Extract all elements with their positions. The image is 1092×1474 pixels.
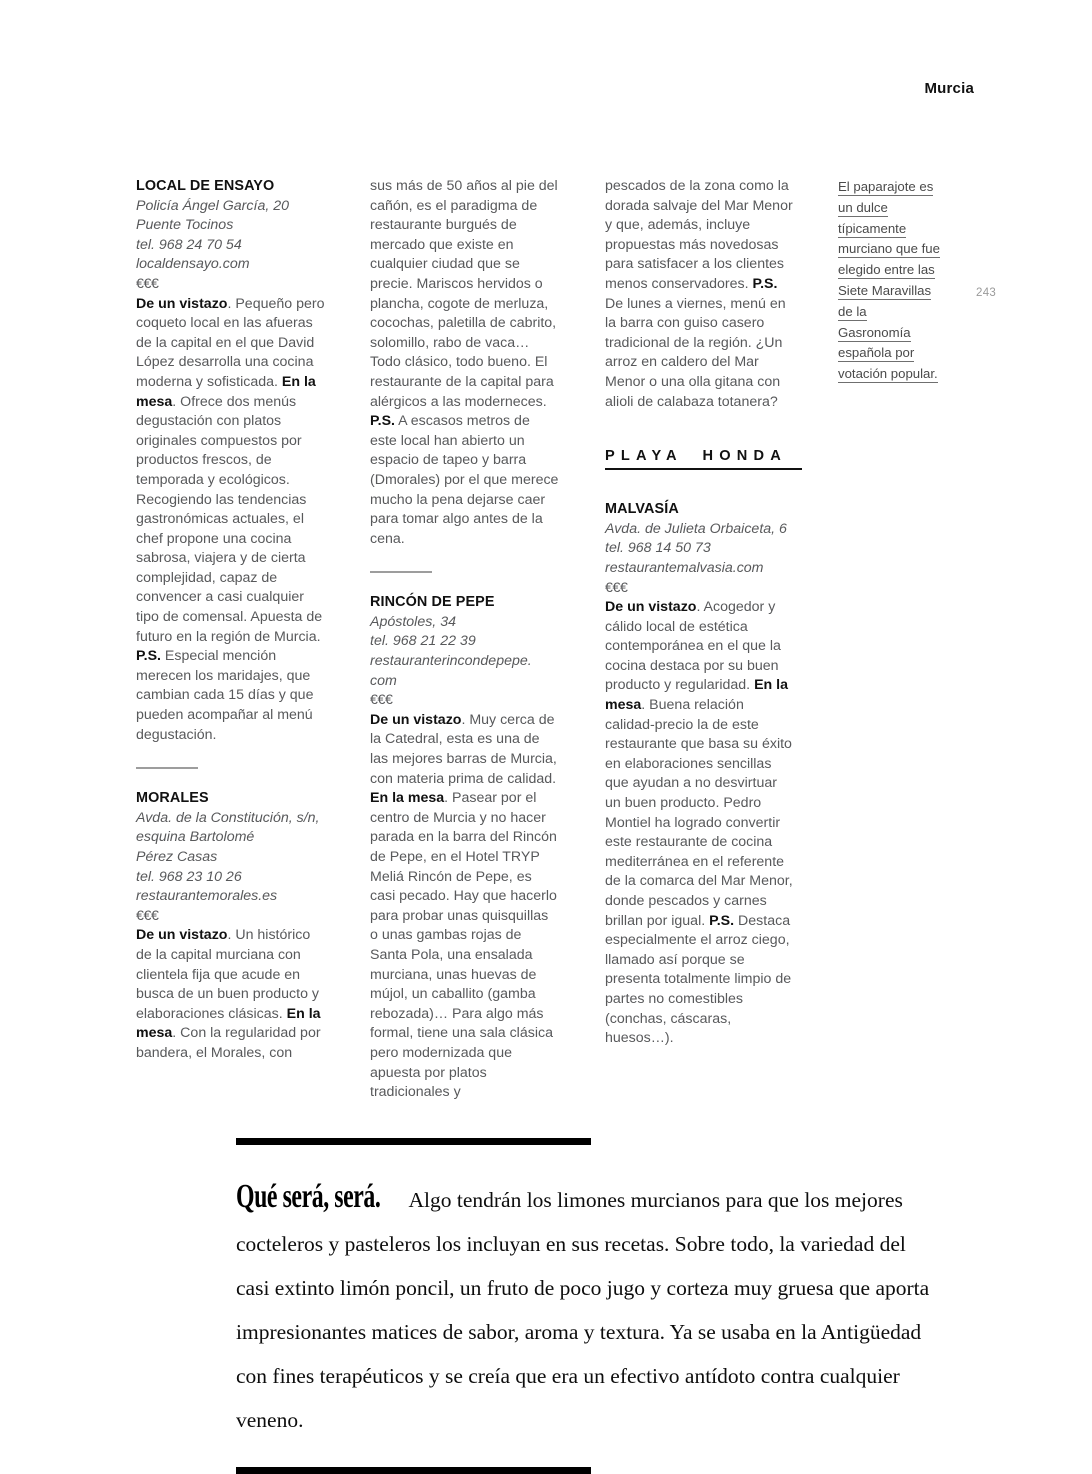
venue-phone: tel. 968 14 50 73: [605, 540, 711, 557]
venue-address-line: Policía Ángel García, 20: [136, 197, 289, 214]
listing-local-de-ensayo: [136, 177, 326, 745]
pullquote-top-rule: [236, 1138, 591, 1145]
continued-text: sus más de 50 años al pie del cañón, es el paradigma de restaurante burgués de mercado que existe en cualquier ciudad que se precie. Mariscos hervidos o plancha, cogote de merluza, cocochas, paletilla de cabrito, solomillo, rabo de vaca… Todo clásico, todo bueno. El restaurante de la capital para alérgicos a las moderneces.: [370, 178, 558, 410]
venue-address-line: Apóstoles, 34: [370, 613, 456, 630]
column-1: [136, 177, 326, 1064]
continued-description: [605, 177, 795, 412]
glance-label: De un vistazo: [136, 295, 228, 312]
venue-website: restaurantemalvasia.com: [605, 559, 764, 576]
column-4-sidenote: [838, 177, 942, 385]
page-number: 243: [976, 287, 997, 299]
glance-text: . Acogedor y cálido local de estética contemporánea en el que la cocina destaca por su buen producto y regularidad.: [605, 599, 781, 694]
table-label: En la mesa: [136, 1005, 321, 1042]
pullquote-text: [236, 1175, 938, 1442]
venue-name: MALVASÍA: [605, 501, 679, 518]
table-text: . Ofrece dos menús degustación con platos originales compuestos por productos frescos, de temporada y ecológicos. Recogiendo las tendencias gastronómicas actuales, el chef propone una cocina sabrosa, viajera y de cierta complejidad, capaz de convencer a casi cualquier tipo de comensal. Apuesta de futuro en la región de Murcia.: [136, 393, 323, 645]
section-heading-label: PLAYA HONDA: [605, 448, 788, 465]
section-heading-rule: [605, 468, 802, 470]
pullquote-bottom-rule: [236, 1467, 591, 1474]
listing-malvasia: [605, 500, 795, 1049]
entry-divider: [136, 767, 198, 769]
glance-text: . Un histórico de la capital murciana con clientela fija que acude en busca de un buen producto y elaboraciones clásicas.: [136, 927, 319, 1022]
venue-description: [605, 598, 795, 1049]
pullquote-body: Algo tendrán los limones murcianos para que los mejores cocteleros y pasteleros los incluyan en sus recetas. Sobre todo, la variedad del casi extinto limón poncil, un fruto de poco jugo y corteza muy gruesa que aporta impresionantes matices de sabor, aroma y textura. Ya se usaba en la Antigüedad con fines terapéuticos y se creía que era un efectivo antídoto contra cualquier veneno.: [236, 1188, 930, 1432]
venue-phone: tel. 968 24 70 54: [136, 236, 242, 253]
ps-text: Destaca especialmente el arroz ciego, llamado así porque se presenta totalmente limpio de partes no comestibles (conchas, cáscaras, huesos…).: [605, 912, 792, 1047]
continued-description: [370, 177, 560, 549]
glance-label: De un vistazo: [605, 599, 697, 616]
section-heading-playa-honda: [605, 448, 795, 470]
glance-label: De un vistazo: [136, 927, 228, 944]
table-text: . Pasear por el centro de Murcia y no hacer parada en la barra del Rincón de Pepe, en el Hotel TRYP Meliá Rincón de Pepe, es casi pecado. Hay que hacerlo para probar unas quisquillas o unas gambas rojas de Santa Pola, una ensalada murciana, unas huevas de mújol, un caballito (gamba rebozada)… Para algo más formal, tiene una sala clásica pero modernizada que apuesta por platos tradicionales y: [370, 790, 557, 1101]
column-2: [370, 177, 560, 1103]
venue-address-line: Pérez Casas: [136, 849, 218, 865]
glance-text: . Pequeño pero coqueto local en las afueras de la capital en el que David López desarrolla una cocina moderna y sofisticada.: [136, 295, 325, 390]
venue-description: [370, 711, 560, 1103]
venue-price-range: €€€: [136, 907, 159, 924]
venue-price-range: €€€: [370, 692, 393, 709]
venue-website: restaurantemorales.es: [136, 888, 278, 905]
venue-website-continued: com: [370, 672, 397, 689]
ps-label: P.S.: [709, 912, 735, 929]
ps-label: P.S.: [370, 413, 395, 430]
ps-label: P.S.: [752, 275, 778, 292]
venue-address-line: esquina Bartolomé: [136, 829, 255, 846]
entry-divider: [370, 571, 432, 573]
venue-price-range: €€€: [605, 579, 628, 596]
pullquote-lead-in: Qué será, será.: [236, 1178, 381, 1215]
ps-text: Especial mención merecen los maridajes, que cambian cada 15 días y que pueden acompañar al menú degustación.: [136, 648, 314, 743]
listing-morales: [136, 789, 326, 1063]
venue-website: localdensayo.com: [136, 256, 250, 273]
column-3: [605, 177, 795, 1049]
pullquote-block: [236, 1138, 938, 1474]
sidenote-paparajote: [838, 177, 942, 385]
venue-name: MORALES: [136, 790, 209, 807]
running-head: Murcia: [924, 80, 974, 97]
ps-label: P.S.: [136, 648, 161, 665]
venue-price-range: €€€: [136, 275, 159, 292]
ps-text: De lunes a viernes, menú en la barra con guiso casero tradicional de la región. ¿Un arroz en caldero del Mar Menor o una olla gitana con alioli de calabaza totanera?: [605, 295, 786, 410]
venue-address-line: Puente Tocinos: [136, 217, 234, 234]
table-label: En la mesa: [136, 373, 316, 410]
table-text: . Con la regularidad por bandera, el Morales, con: [136, 1025, 321, 1061]
table-label: En la mesa: [370, 790, 445, 807]
venue-website: restauranterincondepepe.: [370, 653, 532, 670]
table-label: En la mesa: [605, 677, 788, 714]
listing-rincon-de-pepe: [370, 593, 560, 1102]
venue-address-line: Avda. de Julieta Orbaiceta, 6: [605, 520, 787, 537]
venue-name: LOCAL DE ENSAYO: [136, 178, 275, 194]
venue-description: [136, 926, 326, 1063]
glance-label: De un vistazo: [370, 711, 462, 728]
table-text: . Buena relación calidad-precio la de este restaurante que basa su éxito en elaboraciones sencillas que ayudan a no desvirtuar un buen producto. Pedro Montiel ha logrado convertir este restaurante de cocina mediterránea en el referente de la comarca del Mar Menor, donde pescados y carnes brillan por igual.: [605, 697, 793, 929]
venue-name: RINCÓN DE PEPE: [370, 594, 495, 611]
venue-address-line: Avda. de la Constitución, s/n,: [136, 809, 320, 826]
ps-text: A escasos metros de este local han abierto un espacio de tapeo y barra (Dmorales) por el que merece mucho la pena dejarse caer para tomar algo antes de la cena.: [370, 413, 559, 547]
venue-phone: tel. 968 21 22 39: [370, 633, 476, 650]
venue-phone: tel. 968 23 10 26: [136, 868, 242, 885]
continued-text: pescados de la zona como la dorada salvaje del Mar Menor y que, además, incluye propuestas más novedosas para satisfacer a los clientes menos conservadores.: [605, 178, 793, 292]
glance-text: . Muy cerca de la Catedral, esta es una de las mejores barras de Murcia, con materia prima de calidad.: [370, 711, 557, 787]
sidenote-text: El paparajote es un dulce típicamente murciano que fue elegido entre las Siete Maravillas de la Gasronomía española por votación popular.: [838, 179, 940, 382]
venue-description: [136, 295, 326, 746]
